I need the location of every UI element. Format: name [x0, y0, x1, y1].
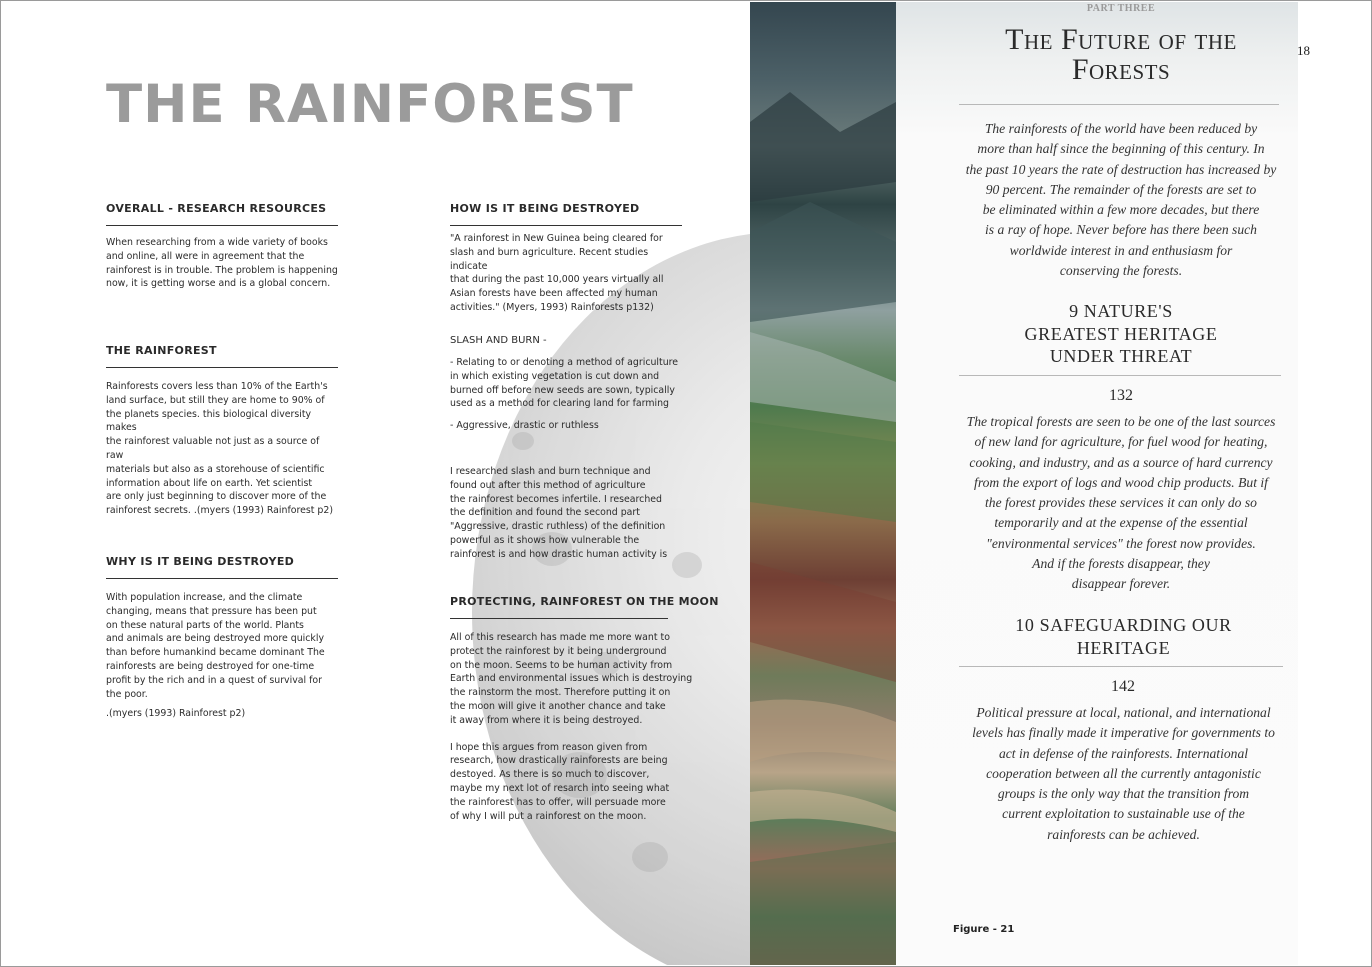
section-text: "A rainforest in New Guinea being cleared for slash and burn agriculture. Recent studies indicate that during the past 10,000 years virtually all Asian forests have been affected my human activities." (Myers, 1993) Rainforests p132) [450, 233, 664, 313]
section-text: Rainforests covers less than 10% of the Earth's land surface, but still they are home to 90% of the planets species. this biological diversity makes the rainforest valuable not just as a source of raw materials but also as a storehouse of scientific information about life on earth. Yet scientist are only just beginning to discover more of the rainforest secrets. .(myers (1993) Rainforest p2) [106, 381, 334, 517]
research-text: I researched slash and burn technique and found out after this method of agriculture the rainforest becomes infertile. I researched the definition and found the second part "Aggressive, drastic ruthless) of the definition powerful as it shows how vulnerable the rainforest is and how drastic human activity is [450, 466, 668, 560]
section-text: All of this research has made me more want to protect the rainforest by it being underground on the moon. Seems to be human activity from Earth and environmental issues which is destroying the rainstorm the most. Therefore putting it on the moon will give it another chance and take it away from where it is being destroyed. [450, 632, 693, 726]
section-how-destroyed [450, 202, 682, 315]
section-overall [106, 202, 338, 291]
part-label: PART THREE [1086, 3, 1156, 14]
section-heading: WHY IS IT BEING DESTROYED [106, 555, 338, 579]
section-heading: HOW IS IT BEING DESTROYED [450, 202, 682, 226]
chapter-9-text: The tropical forests are seen to be one of the last sources of new land for agriculture, for fuel wood for heating, cooking, and industry, and as a source of hard currency from the export of logs and wood chip products. But if the forest provides these services it can only do so temporarily and at the expense of the essential "environmental services" the forest now provides. And if the forests disappear, they disappear forever. [966, 414, 1276, 592]
chapter-9-page: 132 [1109, 387, 1133, 404]
section-heading: PROTECTING, RAINFOREST ON THE MOON [450, 595, 668, 619]
mountain-shapes [750, 2, 896, 965]
definition-text: - Relating to or denoting a method of agriculture in which existing vegetation is cut down and burned off before new seeds are sown, typically used as a method for clearing land for farming [450, 357, 679, 410]
section-protecting [450, 595, 719, 823]
figure-label: Figure - 21 [953, 924, 1015, 935]
section-why-destroyed [106, 555, 338, 721]
section-rainforest [106, 344, 338, 518]
definition-text-2: - Aggressive, drastic or ruthless [450, 420, 599, 431]
chapter-9-title: 9 NATURE'S GREATEST HERITAGE UNDER THREAT [1024, 301, 1218, 366]
page-number: 18 [1297, 43, 1310, 58]
left-page [2, 2, 750, 965]
section-text: When researching from a wide variety of books and online, all were in agreement that the rainforest is in trouble. The problem is happening now, it is getting worse and is a global concern. [106, 237, 338, 290]
chapter-10-title: 10 SAFEGUARDING OUR HERITAGE [1015, 615, 1232, 658]
divider [959, 104, 1279, 105]
page-title: THE RAINFOREST [106, 74, 634, 135]
citation: .(myers (1993) Rainforest p2) [106, 708, 246, 720]
chapter-title: The Future of the Forests [1005, 23, 1237, 86]
divider [959, 666, 1283, 667]
intro-text: The rainforests of the world have been reduced by more than half since the beginning of this century. In the past 10 years the rate of destruction has increased by 90 percent. The remainder of the forests are set to be eliminated within a few more decades, but there is a ray of hope. Never before has there been such worldwide interest in and enthusiasm for conserving the forests. [965, 121, 1277, 279]
chapter-10-text: Political pressure at local, national, and international levels has finally made it imperative for governments to act in defense of the rainforests. International cooperation between all the currently antagonistic groups is the only way that the transition from current exploitation to sustainable use of the rainforests can be achieved. [972, 705, 1275, 842]
subheading-slash-burn: SLASH AND BURN - [450, 335, 547, 346]
section-heading: THE RAINFOREST [106, 344, 338, 368]
divider [959, 375, 1281, 376]
section-text-2: I hope this argues from reason given from research, how drastically rainforests are being destoyed. As there is so much to discover, maybe my next lot of resarch into seeing what the rainforest has to offer, will persuade more of why I will put a rainforest on the moon. [450, 741, 670, 822]
moon-crater [632, 842, 668, 872]
section-heading: OVERALL - RESEARCH RESOURCES [106, 202, 338, 226]
page-margin [1298, 2, 1372, 965]
chapter-10-page: 142 [1111, 678, 1135, 695]
moon-crater [512, 432, 534, 450]
section-text: With population increase, and the climate changing, means that pressure has been put on these natural parts of the world. Plants and animals are being destroyed more quickly than before humankind became dominant The rainforests are being destroyed for one-time profit by the rich and in a quest of survival for the poor. [106, 592, 325, 700]
landscape-photo [750, 2, 896, 965]
